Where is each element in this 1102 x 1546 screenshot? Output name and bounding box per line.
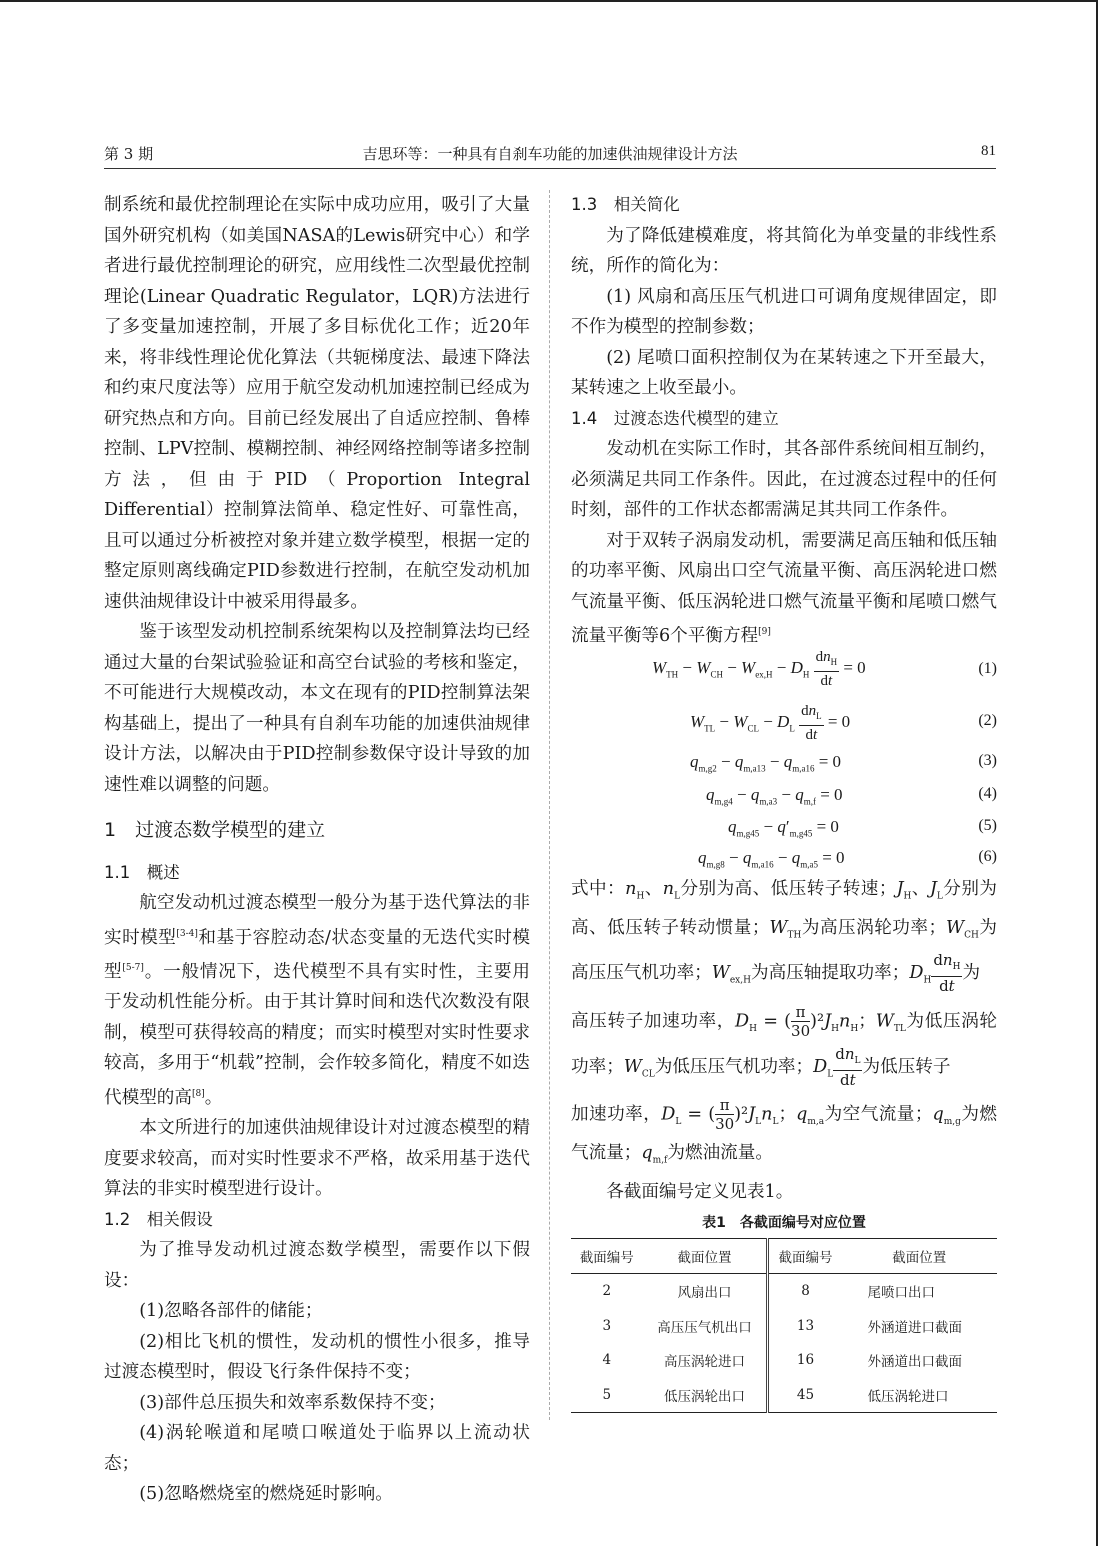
list-item: (3)部件总压损失和效率系数保持不变； — [139, 1392, 446, 1413]
list-item: (1)忽略各部件的储能； — [139, 1301, 323, 1322]
table-row: 5 低压涡轮出口 45 低压涡轮进口 — [571, 1378, 997, 1413]
citation: [3-4] — [176, 928, 198, 939]
list-item: (5)忽略燃烧室的燃烧延时影响。 — [139, 1484, 393, 1505]
table-row: 3 高压压气机出口 13 外涵道进口截面 — [571, 1309, 997, 1344]
paragraph: (1) 风扇和高压压气机进口可调角度规律固定，即不作为模型的控制参数； — [571, 286, 997, 337]
equation-number: (4) — [978, 785, 997, 802]
table-header: 截面位置 — [643, 1239, 768, 1274]
section-heading: 1 过渡态数学模型的建立 — [104, 819, 326, 841]
equation-5: $q_{m,g45} - q'_{m,g45} = 0$ — [728, 817, 839, 839]
table-caption: 表1 各截面编号对应位置 — [702, 1215, 866, 1231]
paragraph: 为了降低建模难度，将其简化为单变量的非线性系统，所作的简化为： — [571, 225, 997, 276]
equation-number: (3) — [978, 752, 997, 769]
paragraph: 为了推导发动机过渡态数学模型，需要作以下假设： — [104, 1240, 530, 1291]
equation-6: $q_{m,g8} - q_{m,a16} - q_{m,a5} = 0$ — [698, 848, 845, 870]
section-table — [571, 1238, 997, 1413]
running-title: 吉思环等：一种具有自刹车功能的加速供油规律设计方法 — [362, 145, 738, 163]
left-column — [104, 190, 530, 1510]
subsection-heading: 1.1 概述 — [104, 862, 180, 882]
table-row: 2 风扇出口 8 尾喷口出口 — [571, 1274, 997, 1309]
equation-1: $W_{TH} - W_{CH} - W_{ex,H} - D_H$ $\frac{dn_H}{dt}$ = 0 — [652, 649, 866, 689]
equation-2: $W_{TL} - W_{CL} - D_L$ $\frac{dn_L}{dt}$ = 0 — [690, 703, 851, 743]
right-column — [571, 190, 997, 651]
citation: [5-7] — [122, 962, 144, 973]
paragraph: 对于双转子涡扇发动机，需要满足高压轴和低压轴的功率平衡、风扇出口空气流量平衡、高压涡轮进口燃气流量平衡、低压涡轮进口燃气流量平衡和尾喷口燃气流量平衡等6个平衡方程[9] — [571, 530, 997, 646]
subsection-heading: 1.2 相关假设 — [104, 1209, 213, 1229]
list-item: (2)相比飞机的惯性，发动机的惯性小很多，推导过渡态模型时，假设飞行条件保持不变； — [104, 1331, 530, 1383]
symbol-definitions: 式中：$n_H$、$n_L$分别为高、低压转子转速；$J_H$、$J_L$分别为高、低压转子转动惯量；$W_{TH}$为高压涡轮功率；$W_{CH}$为高压压气机功率；$W_{ex,H}$为高压轴提取功率；$D_H$ $\frac{dn_H}{dt}$ 为 高压转子加速功率，$D_H$ = ( $\frac{\pi}{30}$ )$^2J_Hn_H$；$W_{TL}$为低压涡轮功率；$W_{CL}$为低压压气机功率；$D_L$ $\frac{dn_L}{dt}$ 为低压转子 加速功率，$D_L$ = ( $\frac{\pi}{30}$ )$^2J_Ln_L$；$q_{m,a}$为空气流量；$q_{m,g}$为燃气流量；$q_{m,f}$为燃油流量。 各截面编号定义见表1。 — [571, 874, 997, 1208]
paragraph: (2) 尾喷口面积控制仅为在某转速之下开至最大，某转速之上收至最小。 — [571, 347, 997, 398]
equation-3: $q_{m,g2} - q_{m,a13} - q_{m,a16} = 0$ — [690, 752, 842, 774]
issue-number: 第 3 期 — [104, 145, 154, 163]
equation-number: (1) — [978, 660, 997, 677]
equation-number: (6) — [978, 848, 997, 865]
equation-number: (2) — [978, 712, 997, 729]
paragraph: 鉴于该型发动机控制系统架构以及控制算法均已经通过大量的台架试验验证和高空台试验的考核和鉴定，不可能进行大规模改动，本文在现有的PID控制算法架构基础上，提出了一种具有自刹车功能的加速供油规律设计方法，以解决由于PID控制参数保守设计导致的加速性难以调整的问题。 — [104, 622, 530, 795]
subsection-heading: 1.4 过渡态迭代模型的建立 — [571, 408, 779, 428]
header-rule — [104, 168, 996, 169]
paragraph: 航空发动机过渡态模型一般分为基于迭代算法的非实时模型[3-4]和基于容腔动态/状态变量的无迭代实时模型[5-7]。一般情况下，迭代模型不具有实时性，主要用于发动机性能分析。由于其计算时间和迭代次数没有限制，模型可获得较高的精度；而实时模型对实时性要求较高，多用于“机载”控制，会作较多简化，精度不如迭代模型的高[8]。 — [104, 893, 530, 1108]
table-header: 截面编号 — [768, 1239, 842, 1274]
column-divider — [549, 190, 550, 1420]
subsection-heading: 1.3 相关简化 — [571, 195, 680, 214]
table-header: 截面编号 — [571, 1239, 643, 1274]
paragraph: 发动机在实际工作时，其各部件系统间相互制约，必须满足共同工作条件。因此，在过渡态过程中的任何时刻，部件的工作状态都需满足其共同工作条件。 — [571, 439, 997, 520]
citation: [8] — [191, 1088, 205, 1099]
page-number: 81 — [981, 143, 996, 159]
table-header: 截面位置 — [842, 1239, 997, 1274]
citation: [9] — [758, 627, 771, 637]
paragraph: 各截面编号定义见表1。 — [606, 1181, 794, 1202]
paragraph: 本文所进行的加速供油规律设计对过渡态模型的精度要求较高，而对实时性要求不严格，故采用基于迭代算法的非实时模型进行设计。 — [104, 1118, 530, 1200]
equation-4: $q_{m,g4} - q_{m,a3} - q_{m,f} = 0$ — [706, 785, 843, 807]
list-item: (4)涡轮喉道和尾喷口喉道处于临界以上流动状态； — [104, 1423, 530, 1474]
paragraph: 制系统和最优控制理论在实际中成功应用，吸引了大量国外研究机构（如美国NASA的Lewis研究中心）和学者进行最优控制理论的研究，应用线性二次型最优控制理论(Linear Quadratic Regulator，LQR)方法进行了多变量加速控制，开展了多目标优化工作；近20年来，将非线性理论优化算法（共轭梯度法、最速下降法和约束尺度法等）应用于航空发动机加速控制已经成为研究热点和方向。目前已经发展出了自适应控制、鲁棒控制、LPV控制、模糊控制、神经网络控制等诸多控制方法，但由于PID（Proportion Integral Differential）控制算法简单、稳定性好、可靠性高，且可以通过分析被控对象并建立数学模型，根据一定的整定原则离线确定PID参数进行控制，在航空发动机加速供油规律设计中被采用得最多。 — [104, 195, 530, 612]
table-row: 4 高压涡轮进口 16 外涵道出口截面 — [571, 1343, 997, 1378]
equation-number: (5) — [978, 817, 997, 834]
